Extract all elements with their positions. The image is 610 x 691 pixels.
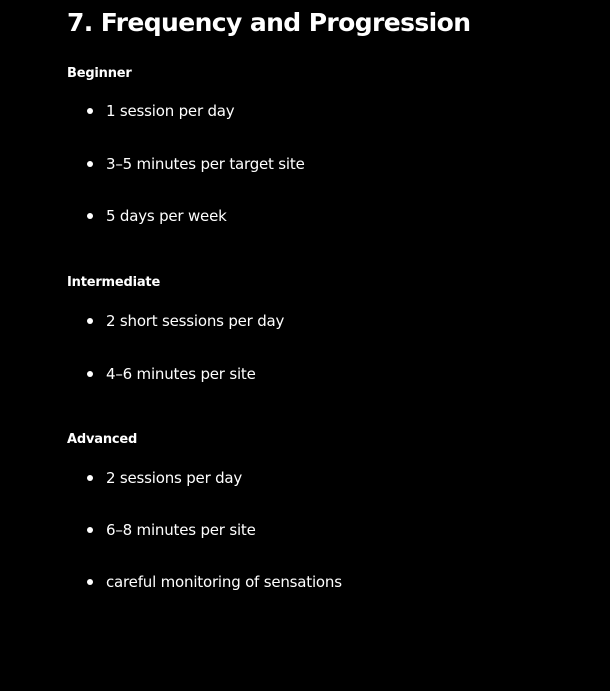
- bullet-icon: [87, 213, 93, 219]
- bullet-icon: [87, 108, 93, 114]
- bullet-icon: [87, 475, 93, 481]
- level-beginner: Beginner 1 session per day 3–5 minutes per target site 5 days per week: [67, 65, 587, 83]
- bullet-icon: [87, 318, 93, 324]
- level-heading: Intermediate: [67, 275, 161, 290]
- level-intermediate: Intermediate 2 short sessions per day 4–6 minutes per site: [67, 274, 587, 292]
- level-heading: Beginner: [67, 66, 132, 81]
- level-heading: Advanced: [67, 432, 138, 447]
- section-title: 7. Frequency and Progression: [67, 8, 471, 37]
- level-advanced: Advanced 2 sessions per day 6–8 minutes per site careful monitoring of sensations: [67, 431, 587, 449]
- bullet-icon: [87, 371, 93, 377]
- bullet-icon: [87, 527, 93, 533]
- bullet-icon: [87, 161, 93, 167]
- bullet-icon: [87, 579, 93, 585]
